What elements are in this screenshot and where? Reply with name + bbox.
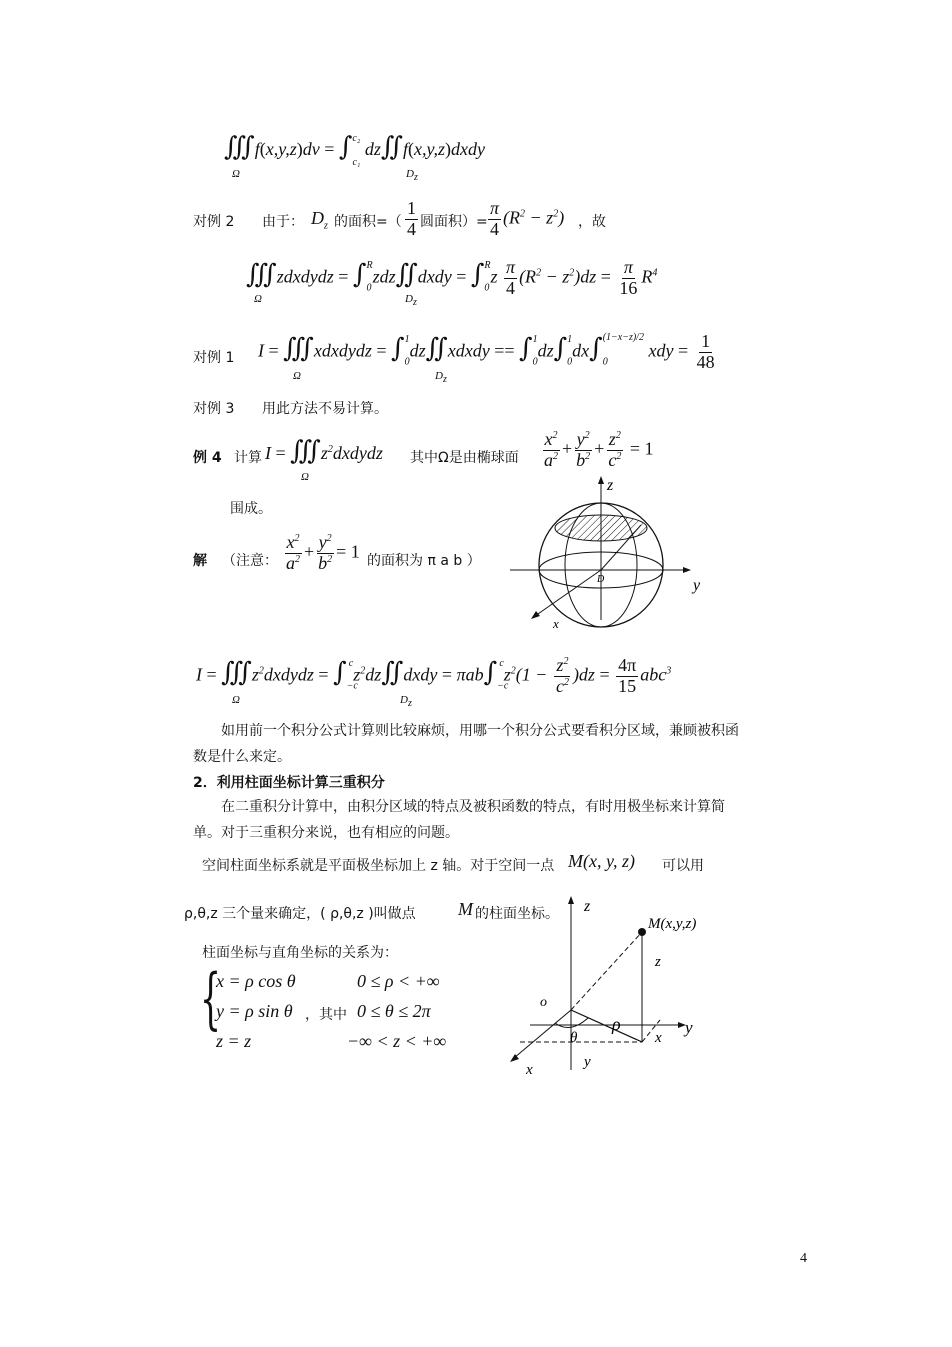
fig1-d-label: D — [597, 574, 605, 585]
sol-label: 解 — [193, 553, 207, 569]
paragraph-2: 在二重积分计算中，由积分区域的特点及被积函数的特点，有时用极坐标来计算简单。对于三重积分来说，也有相应的问题。 — [193, 799, 725, 841]
paragraph-4b: 的柱面坐标。 — [475, 906, 559, 922]
fig2-x-foot-label: x — [655, 1030, 662, 1046]
ex3-text: 用此方法不易计算。 — [262, 401, 388, 417]
note-open: （注意： — [222, 553, 278, 569]
fig2-origin-label: o — [540, 995, 547, 1010]
fig2-point-label: M(x,y,z) — [648, 916, 697, 932]
ex2-dz: $D_z$ — [311, 208, 328, 232]
dz-sub-3: $D_z$ — [435, 370, 447, 386]
formula-result: $I = ∭z^2dxdydz$ = $\int_{-c}^cz^2dz∬dxdy = \pi ab\int_{-c}^cz^2(1$ − $\frac{z^2}{c^2}$ )dz = $\frac{4\pi}{15}$ abc$^3$ — [196, 655, 672, 696]
ex2-circle: 圆面积）= — [420, 214, 488, 230]
fig2-x-axis — [514, 1010, 571, 1058]
formula-note: $\frac{x^2}{a^2}$ + $\frac{y^2}{b^2}$ = 1 — [286, 532, 360, 573]
where-text: ，其中 — [305, 1007, 347, 1023]
range-rho: 0 ≤ ρ < +∞ — [357, 971, 440, 991]
relation-text: 柱面坐标与直角坐标的关系为： — [202, 945, 398, 961]
paragraph-3-point: M(x, y, z) — [568, 851, 635, 871]
formula-1: ∭f(x,y,z)dv = $\int_{c_1}^{c_2}$ dz∬f(x,y,z)dxdy — [224, 132, 485, 168]
ex4-compute: 计算 — [234, 450, 262, 466]
fig2-y-axis-label: y — [685, 1018, 693, 1037]
fig1-z-label: z — [607, 477, 614, 494]
paragraph-3a: 空间柱面坐标系就是平面极坐标加上 z 轴。对于空间一点 — [202, 858, 555, 874]
omega-sub-4: Ω — [301, 471, 309, 483]
paragraph-3b: 可以用 — [662, 858, 704, 874]
ex2-pi-over-4: $\frac{\pi}{4}$ $(R^2 - z^2)$ — [490, 198, 565, 239]
ex2-area: 的面积=（ — [334, 214, 402, 230]
ex4-enclosed: 围成。 — [230, 501, 272, 517]
ellipsoid-figure — [505, 470, 705, 635]
cylindrical-figure — [500, 892, 740, 1082]
cyl-z: z = z — [216, 1031, 252, 1051]
range-z: −∞ < z < +∞ — [347, 1031, 447, 1051]
omega-sub: Ω — [232, 168, 240, 180]
ex2-because: 由于： — [262, 214, 304, 230]
fig1-x-label: x — [553, 616, 559, 631]
left-brace: { — [200, 960, 221, 1037]
fig2-theta-label: θ — [570, 1030, 578, 1046]
omega-sub-5: Ω — [232, 694, 240, 706]
fig2-z-len-label: z — [655, 954, 661, 970]
ex2-quarter: $\frac{1}{4}$ — [407, 198, 416, 239]
note-close: 的面积为 π a b ） — [367, 553, 481, 569]
range-theta: 0 ≤ θ ≤ 2π — [357, 1001, 431, 1021]
fig2-z-axis-label: z — [584, 898, 591, 915]
cyl-x: x = ρ cos θ — [216, 971, 296, 991]
fig2-rho-label: ρ — [612, 1014, 621, 1034]
ex4-where: 其中Ω是由椭球面 — [410, 450, 519, 466]
fig1-y-label: y — [693, 577, 701, 594]
fig2-x-axis-label: x — [526, 1062, 533, 1078]
dz-sub-2: $D_z$ — [405, 293, 417, 309]
omega-sub-3: Ω — [293, 370, 301, 382]
page-number: 4 — [800, 1251, 807, 1266]
paragraph-4-M: M — [458, 899, 473, 919]
x-axis — [535, 570, 601, 616]
ex2-label: 对例 2 — [193, 214, 235, 230]
paragraph-1: 如用前一个积分公式计算则比较麻烦，用哪一个积分公式要看积分区域，兼顾被积函数是什么来定。 — [193, 723, 739, 765]
omega-sub-2: Ω — [254, 293, 262, 305]
ex2-so: ，故 — [578, 214, 606, 230]
formula-ex4: $I = ∭z^2dxdydz$ — [265, 436, 383, 466]
ex4-label: 例 4 — [193, 450, 222, 466]
ex1-label: 对例 1 — [193, 350, 235, 366]
dz-sub: $D_z$ — [406, 168, 418, 184]
ex3-label: 对例 3 — [193, 401, 235, 417]
formula-ellipsoid: $\frac{x^2}{a^2}$ + $\frac{y^2}{b^2}$ + $\frac{z^2}{c^2}$ = 1 — [544, 429, 654, 470]
fig2-y-foot-label: y — [584, 1054, 591, 1070]
formula-ex1: I = ∭xdxdydz = $\int_0^1dz∬xdxdy == \int_0^1dz\int_0^1dx\int_0^{(1-x-z)/2}$ xdy = $\frac{1}{48}$ — [258, 331, 715, 372]
formula-ex2: ∭zdxdydz = $\int_0^Rzdz∬dxdy = \int_0^Rz$ $\frac{\pi}{4}$ $(R^2 - z^2)dz$ = $\frac{\pi}{16}$ $R^4$ — [246, 257, 658, 298]
paragraph-4a: ρ,θ,z 三个量来确定，( ρ,θ,z )叫做点 — [184, 906, 416, 922]
section-title: 2．利用柱面坐标计算三重积分 — [193, 775, 385, 791]
cyl-y: y = ρ sin θ — [216, 1001, 293, 1021]
dz-sub-5: $D_z$ — [400, 694, 412, 710]
